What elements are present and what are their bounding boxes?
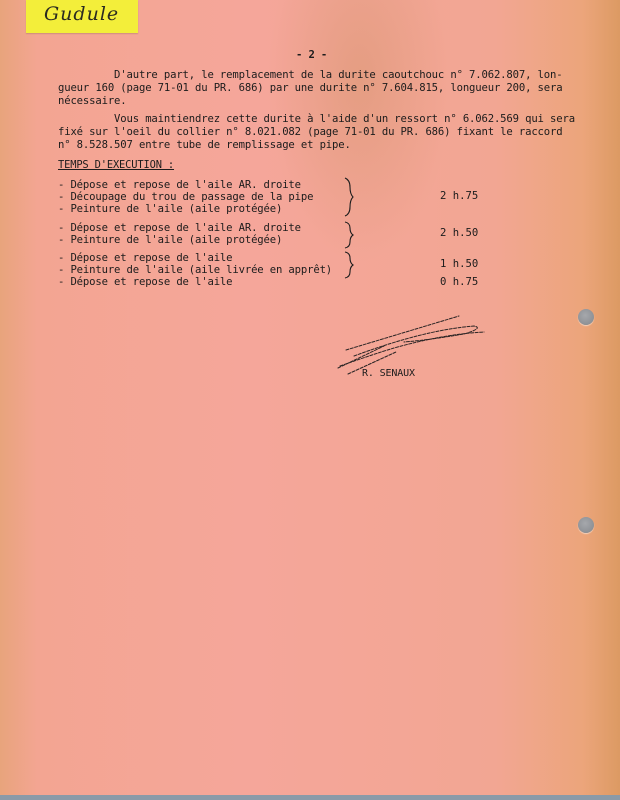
task-line: - Dépose et repose de l'aile AR. droite [58, 222, 301, 234]
task-line: - Peinture de l'aile (aile protégée) [58, 203, 283, 215]
task-time: 2 h.50 [440, 227, 479, 239]
paragraph-line: gueur 160 (page 71-01 du PR. 686) par une durite n° 7.604.815, longueur 200, sera [58, 82, 563, 94]
brace-icon [342, 251, 356, 279]
paragraph-line: n° 8.528.507 entre tube de remplissage et pipe. [58, 139, 351, 151]
punch-hole-icon [578, 309, 594, 325]
paragraph-line: Vous maintiendrez cette durite à l'aide d'un ressort n° 6.062.569 qui sera [58, 113, 575, 125]
task-time: 2 h.75 [440, 190, 479, 202]
task-line: - Peinture de l'aile (aile livrée en apprêt) [58, 264, 333, 276]
task-line: - Peinture de l'aile (aile protégée) [58, 234, 283, 246]
page-number: - 2 - [296, 49, 328, 61]
scan-bottom-edge [0, 795, 620, 800]
paragraph-line: fixé sur l'oeil du collier n° 8.021.082 (page 71-01 du PR. 686) fixant le raccord [58, 126, 563, 138]
task-line: - Dépose et repose de l'aile AR. droite [58, 179, 301, 191]
task-line: - Dépose et repose de l'aile [58, 276, 233, 288]
task-time: 1 h.50 [440, 258, 479, 270]
brace-icon [342, 177, 356, 217]
sticky-note-text: Gudule [44, 3, 120, 25]
signer-name: R. SENAUX [362, 368, 415, 379]
paragraph-line: nécessaire. [58, 95, 127, 107]
sticky-note [26, 0, 138, 33]
task-line: - Découpage du trou de passage de la pipe [58, 191, 314, 203]
task-time: 0 h.75 [440, 276, 479, 288]
paragraph-line: D'autre part, le remplacement de la durite caoutchouc n° 7.062.807, lon- [58, 69, 563, 81]
brace-icon [342, 221, 356, 249]
punch-hole-icon [578, 517, 594, 533]
execution-times-heading: TEMPS D'EXECUTION : [58, 159, 175, 171]
task-line: - Dépose et repose de l'aile [58, 252, 233, 264]
